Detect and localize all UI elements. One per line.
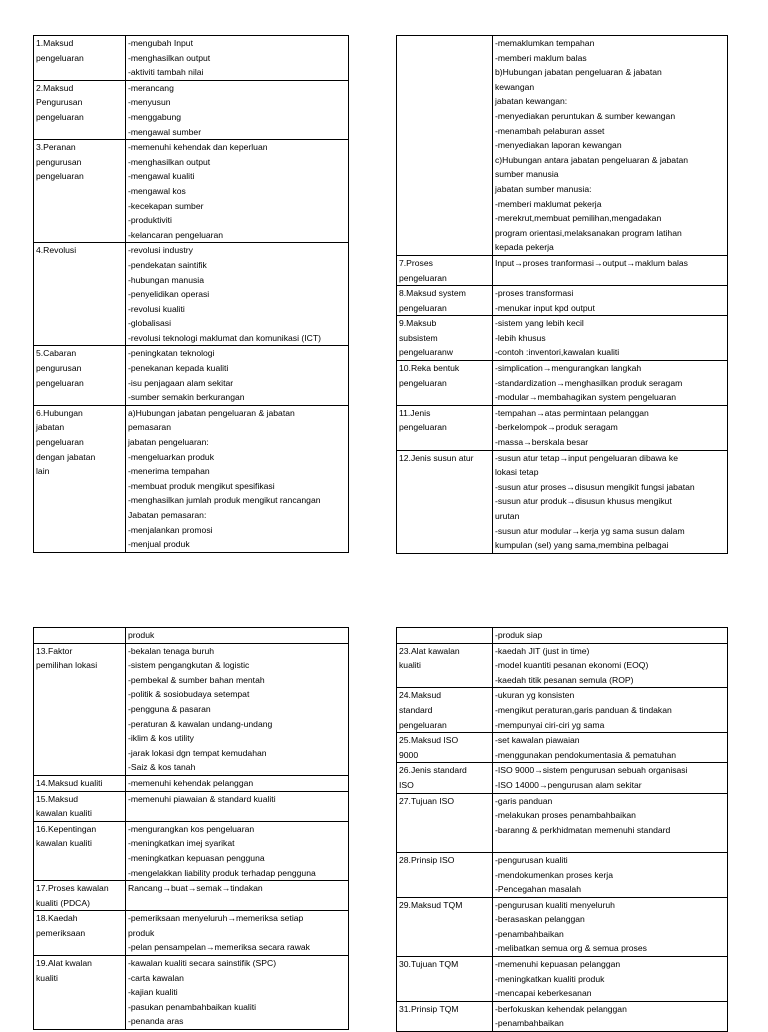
content-line: Jabatan pemasaran: [128,510,207,520]
content-cell [126,628,349,644]
content-line: -menyediakan peruntukan & sumber kewangan [495,110,676,121]
content-line: -model kuantiti pesanan ekonomi (EOQ) [495,660,649,671]
content-line: kumpulan (sel) yang sama,membina pelbagai [495,540,669,551]
content-line: -menyusun [128,97,171,108]
content-cell [126,911,349,956]
table-row [397,852,728,897]
table-row [397,763,728,793]
content-line: -mengelakkan liability produk terhadap pengguna [128,867,316,878]
content-line: program orientasi,melaksanakan program latihan [495,227,682,238]
content-cell [493,255,728,285]
content-cell [493,957,728,1002]
content-line: -produk siap [495,630,543,640]
topic-cell: 19.Alat kwalan kualiti [34,956,126,1030]
content-cell [493,405,728,450]
content-line: -merekrut,membuat pemilihan,mengadakan [495,213,662,224]
content-line: -menghasilkan output [128,156,211,167]
table-row [397,897,728,956]
content-line: -garis panduan [495,795,553,806]
content-line: -berkelompok→produk seragam [495,422,618,433]
content-line: jabatan kewangan: [495,96,568,107]
topic-cell: 23.Alat kawalan kualiti [397,643,493,688]
topic-cell: 2.Maksud Pengurusan pengeluaran [34,80,126,139]
content-line: kewangan [495,81,535,92]
notes-table-top-left [33,35,349,553]
content-line: -menggabung [128,111,182,122]
table-row [397,628,728,644]
content-line: -melibatkan semua org & semua proses [495,943,647,954]
content-line: -susun atur proses→disusun mengikit fungsi jabatan [495,481,695,492]
content-line: Rancang→buat→semak→tindakan [128,883,263,894]
content-line: -memenuhi kepuasan pelanggan [495,959,621,970]
topic-cell: 26.Jenis standard ISO [397,763,493,793]
content-line: -sumber semakin berkurangan [128,392,245,403]
content-line: -penyelidikan operasi [128,289,210,300]
table-row [397,316,728,361]
content-line [493,837,727,852]
content-cell [493,286,728,316]
content-cell [493,897,728,956]
content-line: -sistem pengangkutan & logistic [128,660,250,671]
table-row [34,775,349,791]
topic-cell: 28.Prinsip ISO [397,852,493,897]
content-line: -mempunyai ciri-ciri yg sama [495,719,605,730]
content-line: -lebih khusus [495,332,546,343]
table-row [34,405,349,552]
content-line: -memenuhi kehendak dan keperluan [128,142,268,153]
topic-cell: 12.Jenis susun atur [397,450,493,553]
content-line: -pasukan penambahbaikan kualiti [128,1001,257,1012]
content-line: -ukuran yg konsisten [495,690,575,701]
content-line: -sistem yang lebih kecil [495,318,584,329]
table-row [397,643,728,688]
content-line: -baranng & perkhidmatan memenuhi standard [495,824,671,835]
table-row [34,881,349,911]
content-cell [493,361,728,406]
content-line: -Pencegahan masalah [495,884,581,895]
topic-cell: 4.Revolusi [34,243,126,346]
content-line: -mengeluarkan produk [128,451,214,462]
content-line: -penekanan kepada kualiti [128,363,229,374]
topic-cell: 25.Maksud ISO 9000 [397,733,493,763]
content-cell [126,346,349,405]
content-line: -revolusi industry [128,245,193,256]
content-line: -mengurangkan kos pengeluaran [128,823,255,834]
notes-table-bottom-right [396,627,728,1032]
content-line: -susun atur produk→disusun khusus mengikut [495,496,672,507]
table-row [34,791,349,821]
table-row [397,255,728,285]
content-line: -mendokumenkan proses kerja [495,869,613,880]
content-cell [126,791,349,821]
content-line: -standardization→menghasilkan produk seragam [495,377,683,388]
content-line: -pemeriksaan menyeluruh→memeriksa setiap [128,913,304,924]
table-row [397,286,728,316]
table-body [397,36,728,554]
topic-cell: 13.Faktor pemilihan lokasi [34,643,126,775]
topic-cell: 7.Proses pengeluaran [397,255,493,285]
topic-cell: 8.Maksud system pengeluaran [397,286,493,316]
topic-cell: 3.Peranan pengurusan pengeluaran [34,140,126,243]
content-cell [126,956,349,1030]
content-cell [126,775,349,791]
content-line: -berfokuskan kehendak pelanggan [495,1003,627,1014]
content-cell [126,643,349,775]
content-line: -set kawalan piawaian [495,735,580,746]
content-line: -tempahan→atas permintaan pelanggan [495,407,649,418]
content-line: -meningkatkan imej syarikat [128,838,235,849]
content-cell [493,316,728,361]
content-cell [126,243,349,346]
content-cell [126,80,349,139]
content-line: -merancang [128,82,174,93]
content-line: -revolusi kualiti [128,303,185,314]
topic-cell: 16.Kepentingan kawalan kualiti [34,821,126,880]
topic-cell: 31.Prinsip TQM [397,1001,493,1031]
content-line: -peningkatan teknologi [128,348,215,359]
topic-cell: 11.Jenis pengeluaran [397,405,493,450]
topic-cell: 9.Maksub subsistem pengeluaranw [397,316,493,361]
content-cell [126,821,349,880]
content-line: kepada pekerja [495,242,554,253]
content-line: -mengikut peraturan,garis panduan & tindakan [495,704,672,715]
content-line: produk [128,927,155,938]
content-line: -bekalan tenaga buruh [128,645,215,656]
content-line: -menukar input kpd output [495,302,595,313]
table-row [397,36,728,256]
content-line: sumber manusia [495,169,559,180]
content-line: -meningkatkan kualiti produk [495,973,605,984]
content-line: -susun atur tetap→input pengeluaran dibawa ke [495,452,678,463]
table-row [34,80,349,139]
table-body [34,36,349,553]
content-line: -menyediakan laporan kewangan [495,140,622,151]
content-line: -pendekatan saintifik [128,259,207,270]
content-line: -penambahbaikan [495,1018,564,1029]
content-line: -jarak lokasi dgn tempat kemudahan [128,747,267,758]
table-row [34,140,349,243]
content-line: -revolusi teknologi maklumat dan komunikasi (ICT) [128,332,321,343]
content-line: produk [128,630,155,640]
topic-cell [397,628,493,644]
content-line: -ISO 14000→pengurusan alam sekitar [495,779,642,790]
content-cell [126,405,349,552]
content-line: -ISO 9000→sistem pengurusan sebuah organisasi [495,765,688,776]
content-cell [493,450,728,553]
content-line: -Saiz & kos tanah [128,762,196,773]
table-row [34,956,349,1030]
content-line: pemasaran [128,422,171,433]
topic-cell: 15.Maksud kawalan kualiti [34,791,126,821]
content-line: -pembekal & sumber bahan mentah [128,674,265,685]
table-row [34,643,349,775]
content-cell [493,733,728,763]
content-line: -membuat produk mengikut spesifikasi [128,480,275,491]
content-line: -carta kawalan [128,972,184,983]
content-line: -susun atur modular→kerja yg sama susun dalam [495,525,685,536]
content-line: -menghasilkan jumlah produk mengikut rancangan [128,495,321,506]
content-line: -memenuhi piawaian & standard kualiti [128,793,276,804]
content-line: -massa→berskala besar [495,437,589,448]
content-line: -penanda aras [128,1016,184,1027]
content-line: -kajian kualiti [128,987,178,998]
content-line: lokasi tetap [495,467,539,478]
topic-cell: 27.Tujuan ISO [397,793,493,852]
notes-table-top-right [396,35,728,554]
content-line: -memenuhi kehendak pelanggan [128,777,254,788]
content-cell [493,688,728,733]
table-row [34,243,349,346]
topic-cell: 6.Hubungan jabatan pengeluaran dengan jabatan lain [34,405,126,552]
content-line: -pengurusan kualiti menyeluruh [495,899,615,910]
table-row [34,628,349,644]
content-line: -melakukan proses penambahbaikan [495,810,636,821]
content-line: -pelan pensampelan→memeriksa secara rawak [128,942,310,953]
table-row [397,361,728,406]
content-line: a)Hubungan jabatan pengeluaran & jabatan [128,407,295,418]
content-line: -simplication→mengurangkan langkah [495,363,642,374]
content-line: -produktiviti [128,215,172,226]
content-line: -mengawal kualiti [128,171,195,182]
content-line: -berasaskan pelanggan [495,914,585,925]
topic-cell: 10.Reka bentuk pengeluaran [397,361,493,406]
content-cell [493,628,728,644]
content-line: -politik & sosiobudaya setempat [128,689,250,700]
table-body [397,628,728,1032]
table-row [397,1001,728,1031]
content-line: -kecekapan sumber [128,200,204,211]
content-line: -menghasilkan output [128,52,211,63]
table-row [34,911,349,956]
content-line: urutan [495,511,520,521]
topic-cell: 18.Kaedah pemeriksaan [34,911,126,956]
content-line: -menggunakan pendokumentasia & pematuhan [495,749,677,760]
table-row [397,405,728,450]
content-line: c)Hubungan antara jabatan pengeluaran & jabatan [495,154,689,165]
content-line: -mengawal sumber [128,126,202,137]
table-row [34,821,349,880]
table-row [397,957,728,1002]
content-line: -contoh :inventori,kawalan kualiti [495,347,620,358]
topic-cell: 29.Maksud TQM [397,897,493,956]
content-line: b)Hubungan jabatan pengeluaran & jabatan [495,67,662,78]
content-line: -proses transformasi [495,288,574,299]
table-row [397,793,728,852]
content-line: -pengguna & pasaran [128,703,211,714]
content-line: -menerima tempahan [128,466,210,477]
content-line: -hubungan manusia [128,274,204,285]
table-row [397,688,728,733]
content-cell [493,643,728,688]
content-cell [493,1001,728,1031]
content-line: -mengubah Input [128,38,193,48]
content-line: -pengurusan kualiti [495,854,568,865]
topic-cell [34,628,126,644]
topic-cell: 14.Maksud kualiti [34,775,126,791]
content-line: -penambahbaikan [495,928,564,939]
topic-cell: 24.Maksud standard pengeluaran [397,688,493,733]
content-line: -iklim & kos utility [128,733,194,744]
content-line: jabatan sumber manusia: [495,183,592,194]
topic-cell: 17.Proses kawalan kualiti (PDCA) [34,881,126,911]
table-body [34,628,349,1030]
content-line: -modular→membahagikan system pengeluaran [495,392,677,403]
content-line: -isu penjagaan alam sekitar [128,377,234,388]
content-line: -memberi maklumat pekerja [495,198,602,209]
content-line: -menambah pelaburan asset [495,125,605,136]
table-row [34,36,349,81]
content-line: jabatan pengeluaran: [128,437,209,448]
content-cell [493,36,728,256]
content-line: -memberi maklum balas [495,52,587,63]
content-cell [126,36,349,81]
topic-cell [397,36,493,256]
content-line: -kaedah JIT (just in time) [495,645,590,656]
content-line: -menjual produk [128,539,190,550]
content-cell [493,763,728,793]
notes-table-bottom-left [33,627,349,1030]
content-line: -peraturan & kawalan undang-undang [128,718,273,729]
topic-cell: 30.Tujuan TQM [397,957,493,1002]
topic-cell: 1.Maksud pengeluaran [34,36,126,81]
content-cell [126,140,349,243]
content-line: -kelancaran pengeluaran [128,229,224,240]
content-line: -aktiviti tambah nilai [128,67,204,78]
content-line: -kawalan kualiti secara sainstifik (SPC) [128,958,277,969]
table-row [397,733,728,763]
content-line: -menjalankan promosi [128,524,213,535]
content-line: -mencapai keberkesanan [495,988,592,999]
content-line: -memaklumkan tempahan [495,38,595,48]
topic-cell: 5.Cabaran pengurusan pengeluaran [34,346,126,405]
content-cell [493,852,728,897]
table-row [397,450,728,553]
content-cell [126,881,349,911]
content-cell [493,793,728,852]
content-line: -globalisasi [128,318,171,329]
content-line: -meningkatkan kepuasan pengguna [128,852,265,863]
content-line: -kaedah titik pesanan semula (ROP) [495,674,634,685]
table-row [34,346,349,405]
content-line: Input→proses tranformasi→output→maklum balas [495,257,688,268]
content-line: -mengawal kos [128,185,186,196]
